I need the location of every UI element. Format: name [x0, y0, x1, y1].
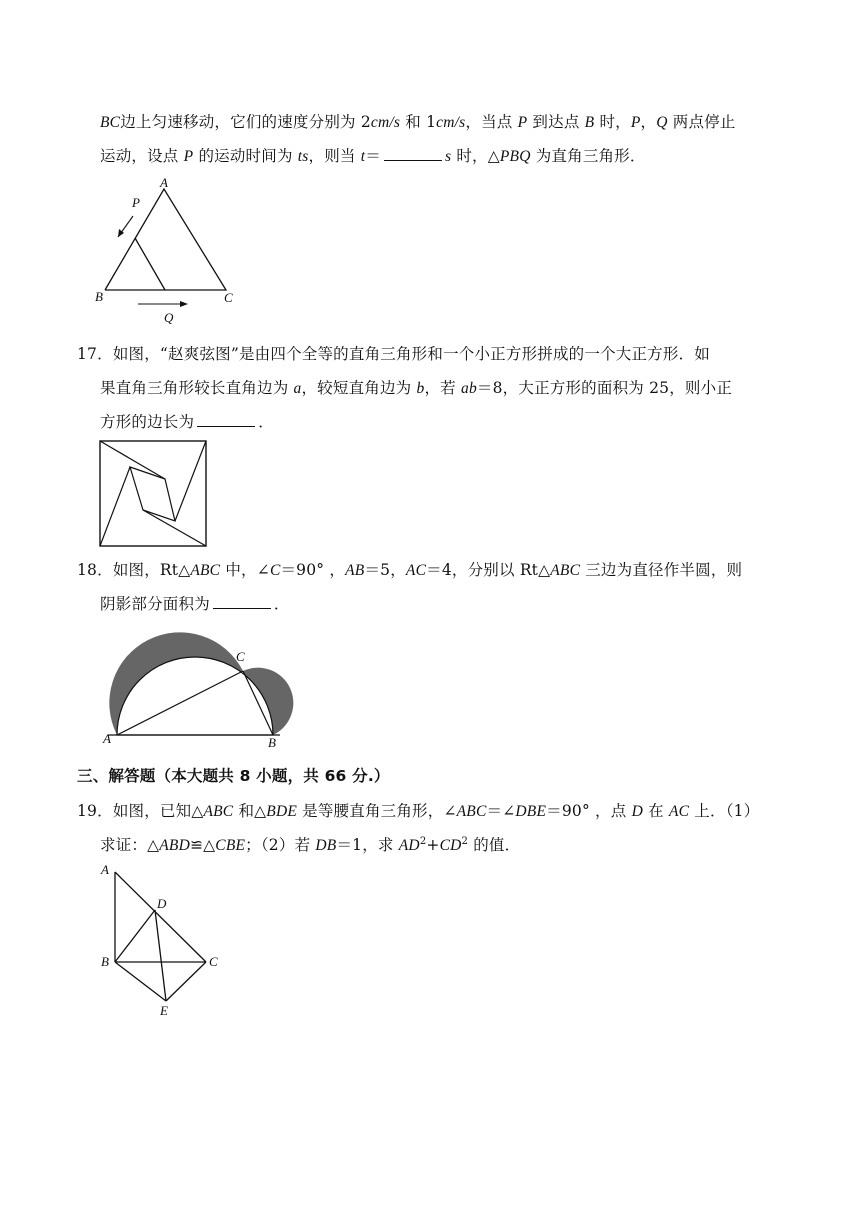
point-label: P	[183, 148, 194, 165]
text: 是等腰直角三角形，∠	[297, 802, 457, 820]
text: 为直角三角形．	[530, 147, 646, 165]
point-label: D	[631, 803, 643, 820]
q19-line-1	[77, 799, 759, 821]
text: 在	[642, 802, 669, 820]
text: 三边为直径作半圆，则	[580, 561, 743, 579]
point-label: P	[630, 114, 641, 131]
text: 的值．	[468, 836, 521, 854]
text: ＝90° ，点	[546, 802, 632, 820]
label-B: B	[268, 735, 276, 750]
text: 的运动时间为	[193, 147, 298, 165]
label-Q: Q	[164, 310, 174, 325]
answer-blank	[384, 146, 442, 161]
text: ，当点	[465, 113, 518, 131]
text: ．	[273, 595, 290, 613]
triangle-label: ABC	[190, 562, 221, 579]
text: +	[426, 836, 440, 854]
angle-label: DBE	[515, 803, 547, 820]
text: ，若	[424, 379, 461, 397]
text: ≌△	[189, 836, 216, 854]
segment-label: DB	[315, 837, 337, 854]
q17-zhao-shuang-figure	[99, 440, 209, 548]
point-label: B	[584, 114, 595, 131]
seg-bc: BC	[100, 114, 121, 131]
text: ；（2）若	[245, 836, 316, 854]
triangle-label: BDE	[266, 803, 298, 820]
text: ＝90° ，	[280, 561, 346, 579]
section-3-heading: 三、解答题（本大题共 8 小题，共 66 分.）	[77, 767, 390, 785]
q19-triangle-figure	[95, 860, 235, 1020]
text: 到达点	[527, 113, 585, 131]
answer-blank	[197, 412, 255, 427]
text: ＝	[365, 147, 381, 165]
q17-line-1: 17．如图，“赵爽弦图”是由四个全等的直角三角形和一个小正方形拼成的一个大正方形．如	[77, 345, 710, 363]
q18-lune-figure	[100, 625, 310, 750]
exponent: 2	[419, 835, 427, 847]
q18-line-1	[77, 558, 742, 580]
q17-line-2	[100, 376, 732, 398]
variable: ts	[297, 148, 309, 165]
answer-blank	[213, 594, 271, 609]
triangle-label: ABD	[159, 837, 190, 854]
text: 19．如图，已知△	[77, 802, 204, 820]
unit: s	[444, 148, 452, 165]
text: 运动，设点	[100, 147, 184, 165]
text: 求证：△	[100, 836, 160, 854]
triangle-label: PBQ	[499, 148, 531, 165]
unit: cm/s	[436, 114, 466, 131]
q18-line-2	[100, 592, 290, 614]
text: ，则当	[308, 147, 361, 165]
segment-label: AC	[668, 803, 690, 820]
text: ＝4，分别以 Rt△	[426, 561, 551, 579]
text: ．	[258, 413, 274, 431]
text: ，较短直角边为	[301, 379, 417, 397]
text: 和△	[233, 802, 267, 820]
text: 上．（1）	[689, 802, 760, 820]
text: 两点停止	[667, 113, 736, 131]
text: 18．如图，Rt△	[77, 561, 191, 579]
label-B: B	[95, 289, 103, 304]
text: ＝5，	[364, 561, 406, 579]
q16-triangle-figure	[90, 175, 250, 325]
variable: t	[360, 148, 366, 165]
point-label: C	[269, 562, 281, 579]
segment-label: CD	[439, 837, 462, 854]
q17-line-3	[100, 410, 274, 432]
point-label: Q	[656, 114, 668, 131]
label-E: E	[160, 1003, 168, 1018]
text: 阴影部分面积为	[100, 595, 210, 613]
unit: cm/s	[370, 114, 401, 131]
triangle-label: ABC	[550, 562, 581, 579]
label-B: B	[101, 954, 109, 969]
text: ＝8，大正方形的面积为 25，则小正	[476, 379, 733, 397]
triangle-label: CBE	[215, 837, 246, 854]
label-C: C	[209, 954, 218, 969]
q16-line-2	[100, 144, 646, 166]
q19-line-2	[100, 833, 520, 855]
variable: a	[293, 380, 302, 397]
variable: b	[416, 380, 425, 397]
label-P: P	[132, 195, 140, 210]
label-C: C	[224, 290, 233, 305]
label-A: A	[103, 731, 111, 746]
segment-label: AD	[398, 837, 420, 854]
label-C: C	[236, 649, 245, 664]
label-A: A	[160, 175, 168, 190]
point-label: P	[517, 114, 528, 131]
text: 时，△	[451, 147, 500, 165]
text: ，	[640, 113, 657, 131]
text: 方形的边长为	[100, 413, 195, 431]
text: 果直角三角形较长直角边为	[100, 379, 294, 397]
variable: ab	[461, 380, 477, 397]
label-D: D	[157, 896, 167, 911]
angle-label: ABC	[456, 803, 487, 820]
text: 边上匀速移动，它们的速度分别为 2	[120, 113, 371, 131]
segment-label: AC	[405, 562, 427, 579]
label-A: A	[101, 862, 109, 877]
exponent: 2	[461, 835, 469, 847]
text: ＝∠	[486, 802, 516, 820]
triangle-label: ABC	[203, 803, 234, 820]
text: 中，∠	[220, 561, 270, 579]
text: ＝1，求	[336, 836, 399, 854]
segment-label: AB	[345, 562, 365, 579]
text: 时，	[594, 113, 631, 131]
q16-line-1	[100, 110, 736, 132]
text: 和 1	[400, 113, 437, 131]
